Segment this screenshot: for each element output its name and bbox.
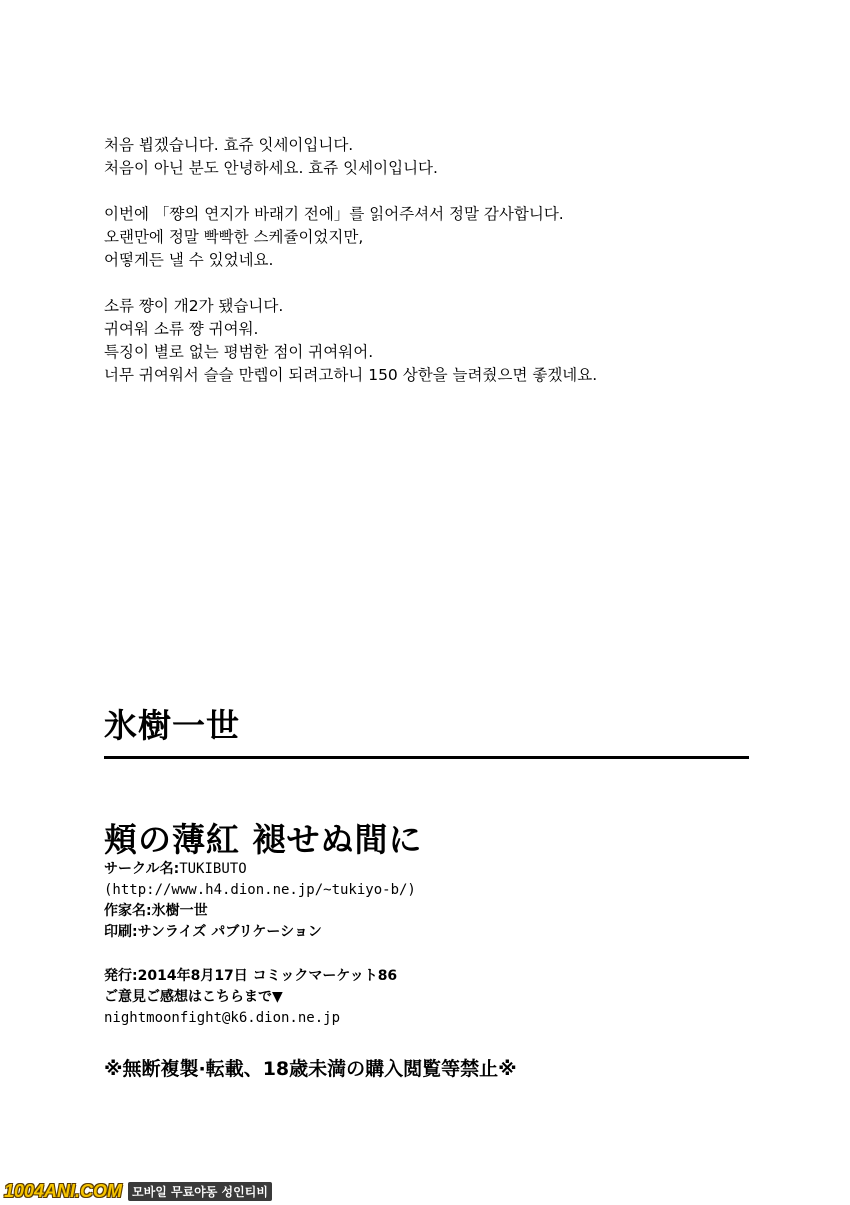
circle-row <box>104 859 804 880</box>
watermark-logo: 1004ANI.COM <box>4 1180 123 1201</box>
afterword-line: 어떻게든 낼 수 있었네요. <box>104 251 274 269</box>
author-value: 氷樹一世 <box>151 903 208 919</box>
afterword-line: 귀여워 소류 쨩 귀여워. <box>104 320 259 338</box>
published-label: 発行: <box>104 968 138 984</box>
watermark-tagline: 모바일 무료야동 성인티비 <box>128 1182 272 1201</box>
colophon-publication <box>104 966 804 1029</box>
afterword-line: 오랜만에 정말 빡빡한 스케쥴이었지만, <box>104 228 364 246</box>
printer-row <box>104 922 804 943</box>
site-watermark <box>4 1180 272 1202</box>
circle-value: TUKIBUTO <box>179 861 247 877</box>
printer-label: 印刷: <box>104 924 138 940</box>
contact-email: nightmoonfight@k6.dion.ne.jp <box>104 1010 341 1026</box>
divider <box>104 756 749 759</box>
feedback-note: ご意見ご感想はこちらまで▼ <box>104 989 283 1005</box>
published-row <box>104 966 804 987</box>
afterword-line: 소류 쨩이 개2가 됐습니다. <box>104 297 284 315</box>
author-row <box>104 901 804 922</box>
book-title: 頬の薄紅 褪せぬ間に <box>104 820 423 859</box>
circle-url-text: (http://www.h4.dion.ne.jp/~tukiyo-b/) <box>104 882 416 898</box>
printer-value: サンライズ パブリケーション <box>137 924 322 940</box>
afterword <box>104 134 804 387</box>
afterword-line: 특징이 별로 없는 평범한 점이 귀여워어. <box>104 343 374 361</box>
author-name: 氷樹一世 <box>104 706 240 745</box>
circle-url <box>104 880 804 901</box>
afterword-line: 처음 뵙겠습니다. 효쥬 잇세이입니다. <box>104 136 354 154</box>
circle-label: サークル名: <box>104 861 180 877</box>
afterword-line: 이번에 「쨩의 연지가 바래기 전에」를 읽어주셔서 정말 감사합니다. <box>104 205 564 223</box>
copyright-prohibition: ※無断複製·転載、18歳未満の購入閲覧等禁止※ <box>104 1058 517 1080</box>
afterword-line: 너무 귀여워서 슬슬 만렙이 되려고하니 150 상한을 늘려줬으면 좋겠네요. <box>104 366 598 384</box>
contact-email-row <box>104 1008 804 1029</box>
afterword-line: 처음이 아닌 분도 안녕하세요. 효쥬 잇세이입니다. <box>104 159 438 177</box>
published-value: 2014年8月17日 コミックマーケット86 <box>137 968 398 984</box>
colophon-info <box>104 859 804 943</box>
author-label: 作家名: <box>104 903 152 919</box>
